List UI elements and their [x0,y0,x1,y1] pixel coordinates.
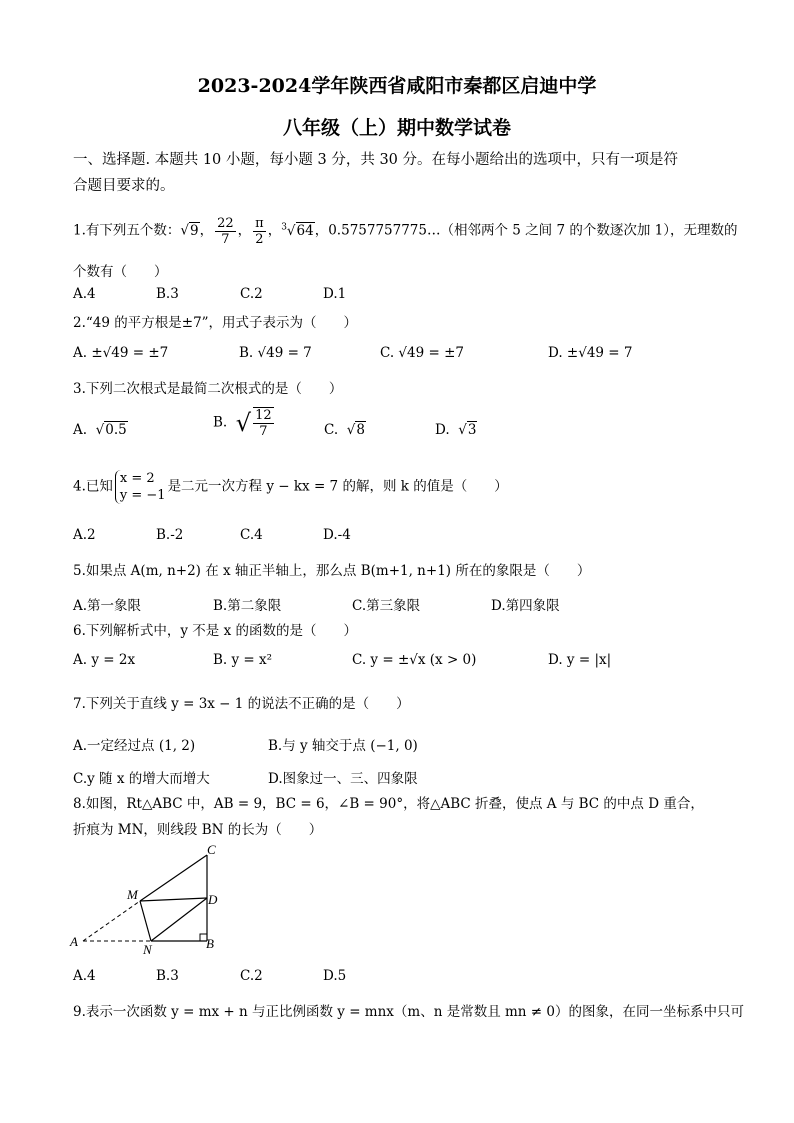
q2-option-a: A. ±√49 = ±7 [73,345,169,361]
question-3-stem: 3.下列二次根式是最简二次根式的是（ ） [73,381,343,397]
q1-option-d: D.1 [323,286,347,302]
q6-option-d: D. y = |x| [548,652,612,668]
question-8-line2: 折痕为 MN，则线段 BN 的长为（ ） [73,822,323,838]
sqrt-9: √9 [180,222,199,239]
q5-option-b: B.第二象限 [213,598,282,614]
q7-option-d: D.图象过一、三、四象限 [268,771,418,787]
q7-option-a: A.一定经过点 (1, 2) [73,738,196,754]
segment-MD [140,898,207,901]
label-A: A [70,934,78,949]
triangle-figure [66,838,236,956]
q4-option-b: B.-2 [156,527,184,543]
q6-option-b: B. y = x² [213,652,273,668]
q6-option-a: A. y = 2x [73,652,136,668]
question-4-stem: 4.已知 x = 2 y = −1 是二元一次方程 y − kx = 7 的解，则 k 的值是（ ） [73,471,508,503]
equation-system: x = 2 y = −1 [115,470,166,504]
q3-option-a: A. √0.5 [73,422,127,438]
label-M: M [127,887,138,902]
q3-option-c: C. √8 [324,422,365,438]
q1-option-a: A.4 [73,286,96,302]
q1-option-c: C.2 [240,286,263,302]
question-2-stem: 2.“49 的平方根是±7”，用式子表示为（ ） [73,315,358,331]
q7-option-b: B.与 y 轴交于点 (−1, 0) [268,738,418,754]
q3-option-b: B. √ $\frac{12}{7}$ [213,408,272,439]
question-1-stem: 1.有下列五个数：√9， $\frac{22}{7}$ ， $\frac{\pi}{2}$ ，$^3$√64，0.5757757775…（相邻两个 5 之间 7 的个数逐次加 1），无理数的 [73,215,738,247]
q7-option-c: C.y 随 x 的增大而增大 [73,771,210,787]
q8-option-b: B.3 [156,968,179,984]
cube-root-64: $^3$√64 [281,222,314,239]
question-6-stem: 6.下列解析式中，y 不是 x 的函数的是（ ） [73,623,357,639]
q4-option-a: A.2 [73,527,96,543]
q1-option-b: B.3 [156,286,179,302]
question-7-stem: 7.下列关于直线 y = 3x − 1 的说法不正确的是（ ） [73,696,410,712]
label-C: C [207,842,216,857]
exam-title-line2: 八年级（上）期中数学试卷 [282,117,511,139]
q5-option-a: A.第一象限 [73,598,142,614]
q2-option-d: D. ±√49 = 7 [548,345,633,361]
exam-title-line1: 2023-2024学年陕西省咸阳市秦都区启迪中学 [197,75,597,97]
q6-option-c: C. y = ±√x (x > 0) [352,652,477,668]
q2-option-c: C. √49 = ±7 [380,345,465,361]
q5-option-d: D.第四象限 [491,598,560,614]
fraction-22-7: $\frac{22}{7}$ [217,215,234,247]
q3-option-d: D. √3 [435,422,477,438]
q5-option-c: C.第三象限 [352,598,421,614]
segment-ND [151,898,207,941]
label-N: N [143,942,152,956]
label-B: B [206,936,214,951]
q8-option-c: C.2 [240,968,263,984]
question-1-line2: 个数有（ ） [73,264,168,280]
question-8-line1: 8.如图，Rt△ABC 中，AB = 9，BC = 6，∠B = 90°，将△ABC 折叠，使点 A 与 BC 的中点 D 重合， [73,796,704,812]
segment-AM [83,901,140,941]
question-5-stem: 5.如果点 A(m, n+2) 在 x 轴正半轴上，那么点 B(m+1, n+1) 所在的象限是（ ） [73,563,591,579]
q8-option-a: A.4 [73,968,96,984]
q2-option-b: B. √49 = 7 [239,345,312,361]
section-header-line2: 合题目要求的。 [73,178,175,194]
q4-option-d: D.-4 [323,527,351,543]
segment-CM [140,855,207,901]
section-header-line1: 一、选择题. 本题共 10 小题，每小题 3 分，共 30 分。在每小题给出的选项中，只有一项是符 [73,152,678,168]
q4-option-c: C.4 [240,527,263,543]
fraction-pi-2: $\frac{\pi}{2}$ [255,215,264,247]
segment-MN [140,901,151,941]
question-9-line1: 9.表示一次函数 y = mx + n 与正比例函数 y = mnx（m、n 是常数且 mn ≠ 0）的图象，在同一坐标系中只可 [73,1004,744,1020]
label-D: D [208,892,218,907]
q8-option-d: D.5 [323,968,347,984]
